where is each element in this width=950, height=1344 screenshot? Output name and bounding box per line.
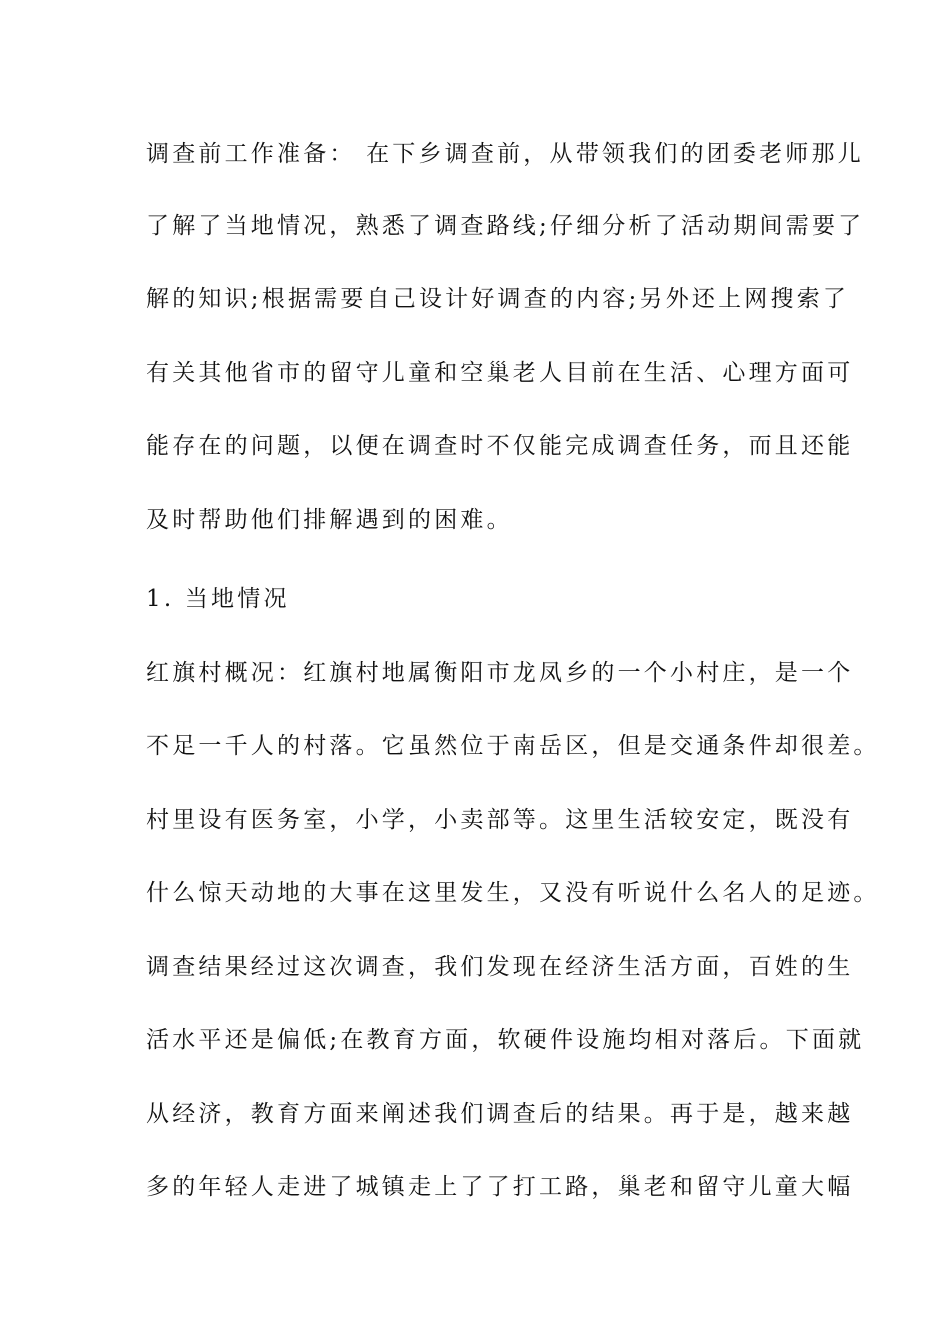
text-line: 解的知识;根据需要自己设计好调查的内容;另外还上网搜索了 — [146, 286, 850, 312]
text-line: 有关其他省市的留守儿童和空巢老人目前在生活、心理方面可 — [146, 360, 854, 386]
text-line: 从经济，教育方面来阐述我们调查后的结果。再于是，越来越 — [146, 1101, 854, 1127]
text-line: 能存在的问题，以便在调查时不仅能完成调查任务，而且还能 — [146, 433, 854, 459]
text-line: 调查结果经过这次调查，我们发现在经济生活方面，百姓的生 — [146, 954, 854, 980]
text-line: 什么惊天动地的大事在这里发生，又没有听说什么名人的足迹。 — [146, 880, 880, 906]
text-line: 不足一千人的村落。它虽然位于南岳区，但是交通条件却很差。 — [146, 733, 880, 759]
text-line: 调查前工作准备： 在下乡调查前，从带领我们的团委老师那儿 — [146, 141, 864, 167]
text-line: 了解了当地情况，熟悉了调查路线;仔细分析了活动期间需要了 — [146, 213, 865, 239]
text-line: 活水平还是偏低;在教育方面，软硬件设施均相对落后。下面就 — [146, 1027, 865, 1053]
text-line: 及时帮助他们排解遇到的困难。 — [146, 507, 513, 533]
text-line: 村里设有医务室，小学，小卖部等。这里生活较安定，既没有 — [146, 807, 854, 833]
text-line: 多的年轻人走进了城镇走上了了打工路，巢老和留守儿童大幅 — [146, 1174, 854, 1200]
text-line: 红旗村概况：红旗村地属衡阳市龙凤乡的一个小村庄，是一个 — [146, 660, 854, 686]
section-heading: 1. 当地情况 — [146, 586, 290, 612]
